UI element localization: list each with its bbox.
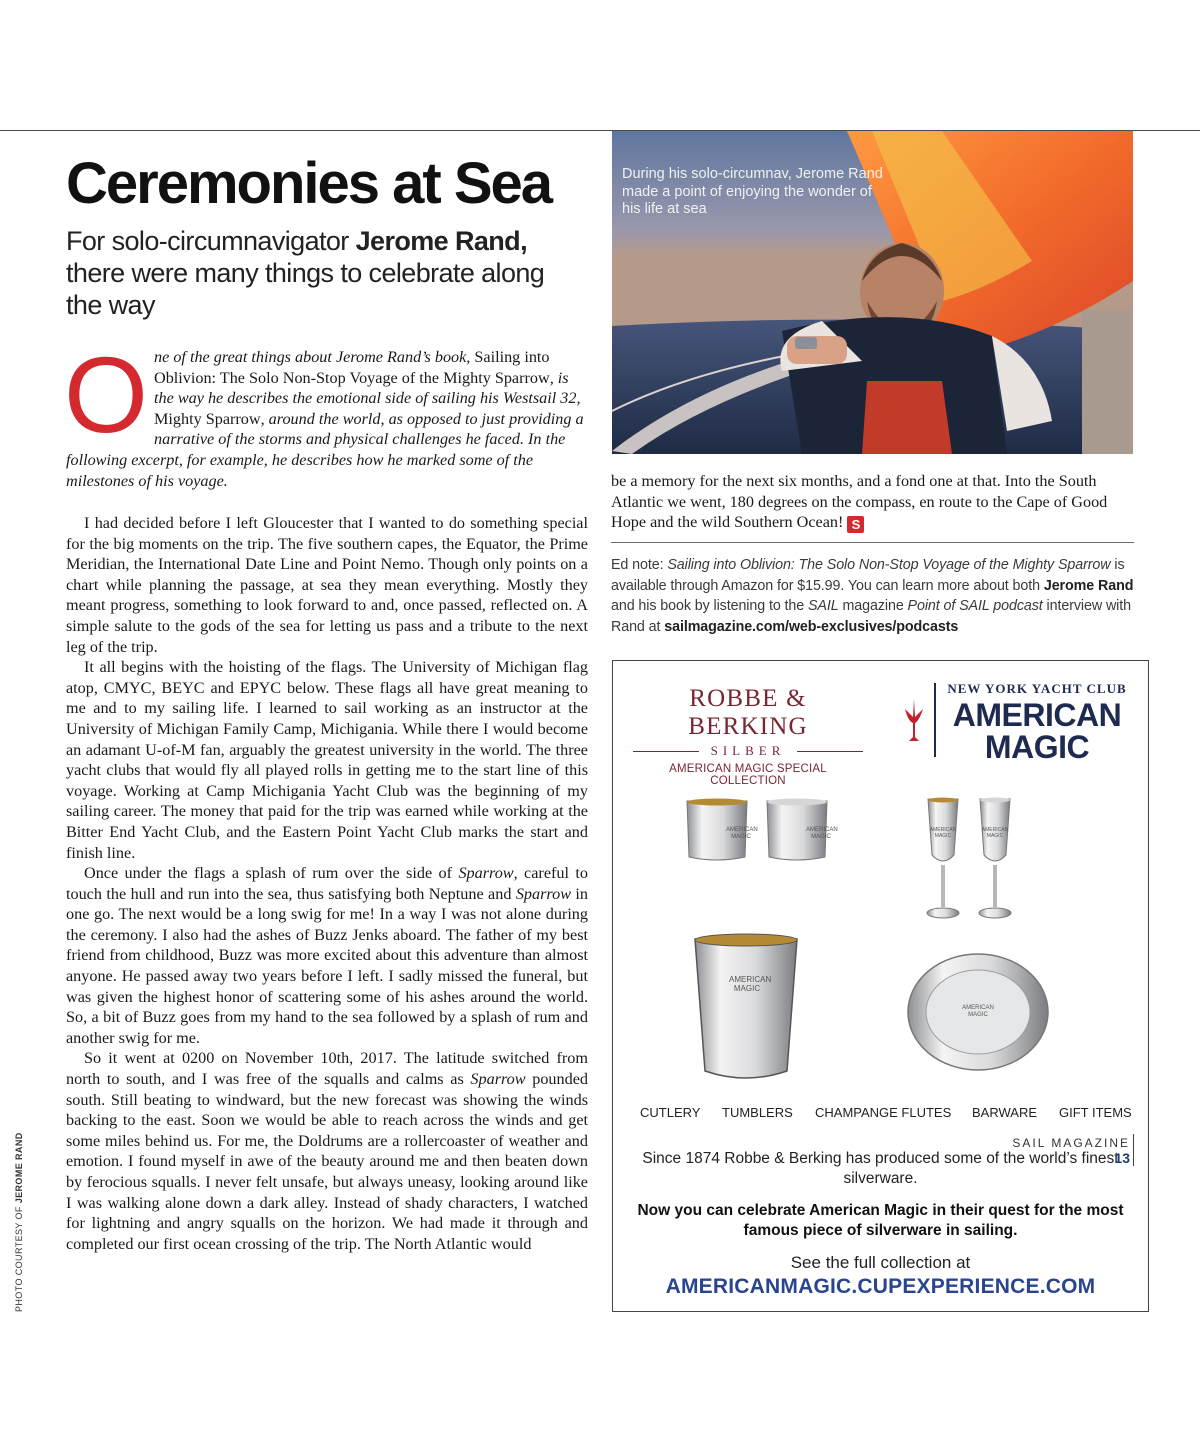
- body-paragraph: It all begins with the hoisting of the flags. The University of Michigan flag atop, CMYC, BEYC and EPYC below. These flags all have great meaning to me and to my sailing life. I learned to sail working as an instructor at the University of Michigan Family Camp, Michigania. While there I would become an adamant U-of-M fan, arguably the greatest university in the world. The three yacht clubs that would fly all played rolls in getting me to the start line of this voyage. Working at Camp Michigania Yacht Club was the beginning of my sailing career. The money that paid for the trip was earned while working at the Bitter End Yacht Club, and the Eastern Point Yacht Club marks the start and finish line.: [66, 658, 588, 862]
- boat-name: Mighty Sparrow: [154, 409, 261, 428]
- ed-note-text: magazine: [838, 598, 908, 615]
- body-text: , careful to touch the hull and run into the sea, thus satisfying both Neptune and: [66, 864, 588, 903]
- intro-text: , around the world, as opposed to just providing a narrative of the storms and physical challenges he faced. In the following excerpt, for example, he describes how he marked some of the milestones of his voyage.: [66, 409, 584, 490]
- ad-callout-text: Now you can celebrate American Magic in their quest for the most famous piece of silverware in sailing.: [637, 1202, 1124, 1239]
- product-label: AMERICAN MAGIC: [929, 827, 957, 839]
- photo-caption: During his solo-circumnav, Jerome Rand made a point of enjoying the wonder of his life at sea: [622, 166, 883, 217]
- folio-divider: [1133, 1134, 1134, 1166]
- ad-heritage-text: Since 1874 Robbe & Berking has produced some of the world’s finest silverware.: [642, 1150, 1119, 1187]
- ed-note-author: Jerome Rand: [1043, 577, 1134, 594]
- article-subhead: [66, 225, 586, 321]
- ed-note-text: is available through Amazon for $15.99. You can learn more about both: [611, 557, 1125, 594]
- logo-divider: [934, 683, 936, 757]
- section-divider: [611, 542, 1134, 543]
- body-paragraph: [66, 1048, 588, 1254]
- article-body-right: [611, 471, 1133, 533]
- subhead-text: For solo-circumnavigator: [66, 226, 356, 256]
- article-headline: Ceremonies at Sea: [66, 151, 552, 216]
- subhead-name: Jerome Rand,: [355, 226, 527, 256]
- intro-text: , is the way he describes the emotional side of sailing his Westsail 32,: [154, 368, 581, 408]
- category-cutlery[interactable]: CUTLERY: [640, 1105, 701, 1120]
- am-line-1: AMERICAN: [952, 697, 1122, 733]
- end-mark-icon: S: [847, 516, 864, 533]
- rb-silber: SILBER: [633, 743, 863, 759]
- body-text: So it went at 0200 on November 10th, 2017. The latitude switched from north to south, and I was free of the squalls and calms as: [66, 1049, 588, 1089]
- drop-cap: O: [64, 334, 149, 455]
- category-champagne-flutes[interactable]: CHAMPANGE FLUTES: [815, 1105, 952, 1120]
- american-magic-logo: [947, 681, 1127, 763]
- ed-note-url[interactable]: sailmagazine.com/web-exclusives/podcasts: [664, 618, 959, 635]
- editor-note: [611, 555, 1136, 637]
- barware-product-image: [691, 931, 801, 1083]
- magazine-name: SAIL MAGAZINE: [1012, 1136, 1130, 1150]
- body-paragraph: [66, 863, 588, 1048]
- product-label: AMERICAN MAGIC: [806, 827, 838, 840]
- subhead-text-end: there were many things to celebrate along the way: [66, 258, 545, 320]
- category-list: [613, 1105, 1148, 1123]
- ed-note-text: interview with Rand at: [611, 598, 1131, 635]
- book-title: Sailing into Oblivion: The Solo Non-Stop Voyage of the Mighty Sparrow: [154, 348, 550, 387]
- ed-note-podcast: Point of SAIL podcast: [907, 598, 1043, 615]
- ed-note-text: Ed note:: [611, 557, 668, 573]
- body-text: Once under the flags a splash of rum over the side of: [84, 864, 459, 883]
- category-gift-items[interactable]: GIFT ITEMS: [1059, 1105, 1132, 1120]
- ad-url-link[interactable]: AMERICANMAGIC.CUPEXPERIENCE.COM: [665, 1275, 1096, 1298]
- article-body-left: [66, 513, 588, 1254]
- credit-name: JEROME RAND: [14, 1132, 24, 1204]
- page-folio: [990, 1136, 1130, 1166]
- category-tumblers[interactable]: TUMBLERS: [722, 1105, 793, 1120]
- advertisement[interactable]: [612, 660, 1149, 1312]
- body-text: pounded south. Still beating to windward, but the new forecast was showing the winds backing to the east. Soon we would be able to reach across the winds and get some miles behind us. For me, the Doldrums are a rollercoaster of weather and emotion. I found myself in awe of the beauty around me and then beaten down by ferocious squalls. I never felt unsafe, but always uneasy, looking around like I was walking alone down a dark alley. Instead of shady characters, I watched for lightning and angry squalls on the horizon. We had made it through and completed our first ocean crossing of the trip. The North Atlantic would: [66, 1070, 588, 1253]
- page-number: 13: [1114, 1150, 1130, 1166]
- champagne-flutes-product-image: [920, 795, 1040, 925]
- ed-note-book-title: Sailing into Oblivion: The Solo Non-Stop Voyage of the Mighty Sparrow: [667, 557, 1111, 573]
- america-cup-emblem-icon: [903, 697, 925, 745]
- intro-text: ne of the great things about Jerome Rand’s book,: [154, 348, 475, 366]
- ad-cta-text: See the full collection at: [790, 1253, 971, 1272]
- am-line-2: MAGIC: [984, 729, 1090, 765]
- body-paragraph: I had decided before I left Gloucester that I wanted to do something special for the big moments on the trip. The five southern capes, the Equator, the Prime Meridian, the International Date Line and Point Nemo. Though only points on a chart while planning the passage, at sea they mean everything. Mostly they meant progress, something to look forward to and, once passed, reflected on. A simple salute to the gods of the sea for letting us pass and a tribute to the next leg of the trip.: [66, 514, 588, 656]
- photo-credit: [14, 1132, 26, 1312]
- rb-name: ROBBE & BERKING: [688, 685, 808, 740]
- article-photo: [612, 131, 1133, 454]
- article-intro: [64, 334, 586, 491]
- boat-name: Sparrow: [470, 1070, 526, 1089]
- product-label: AMERICAN MAGIC: [981, 827, 1009, 839]
- robbe-berking-logo: [633, 685, 863, 787]
- ed-note-magazine: SAIL: [808, 598, 839, 615]
- nyyc-text: NEW YORK YACHT CLUB: [947, 681, 1127, 696]
- body-text: be a memory for the next six months, and a fond one at that. Into the South Atlantic we went, 180 degrees on the compass, en route to the Cape of Good Hope and the wild Southern Ocean!: [611, 472, 1108, 532]
- category-barware[interactable]: BARWARE: [972, 1105, 1038, 1120]
- boat-name: Sparrow: [515, 884, 571, 903]
- body-text: in one go. The next would be a long swig for me! In a way I was not alone during the ceremony. I also had the ashes of Buzz Jenks aboard. The father of my best friend from childhood, Buzz was more excited about this adventure than almost anyone. He passed away two years before I left. I sadly missed the funeral, but was given the highest honor of scattering some of his ashes around the world. So, a bit of Buzz goes from my hand to the sea followed by a splash of rum and another swig for me.: [66, 884, 589, 1047]
- product-label: AMERICAN MAGIC: [729, 975, 772, 993]
- credit-prefix: PHOTO COURTESY OF: [14, 1203, 24, 1312]
- ed-note-text: and his book by listening to the: [611, 598, 808, 615]
- product-label: AMERICAN MAGIC: [726, 827, 758, 840]
- rb-collection: AMERICAN MAGIC SPECIAL COLLECTION: [669, 763, 827, 787]
- boat-name: Sparrow: [458, 864, 514, 883]
- product-label: AMERICAN MAGIC: [962, 1005, 994, 1018]
